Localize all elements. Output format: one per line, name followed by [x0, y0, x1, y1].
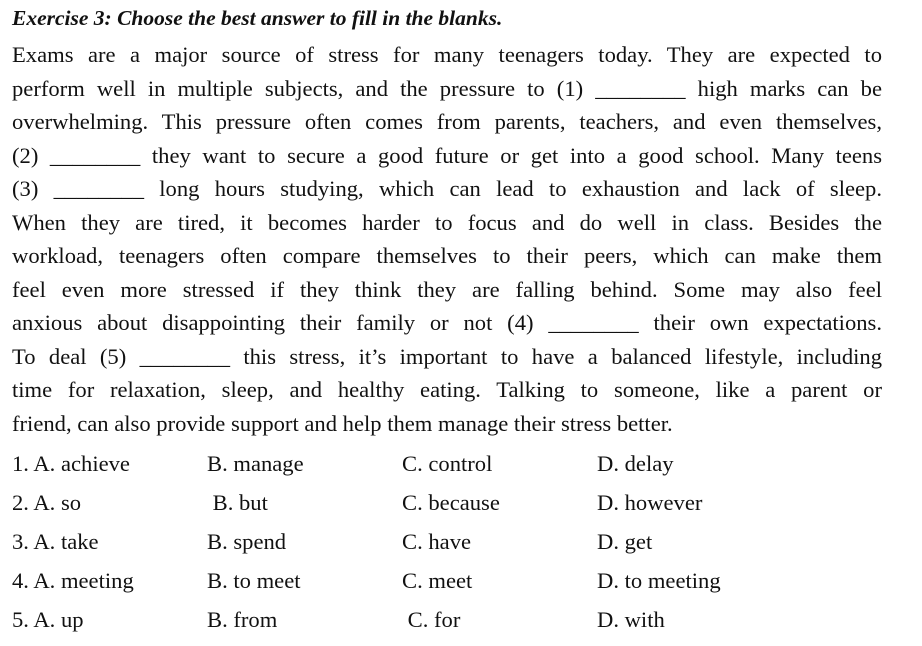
passage-line: feel even more stressed if they think they are falling behind. Some may also feel — [12, 276, 882, 302]
option-a: 2. A. so — [12, 490, 82, 515]
option-d: D. to meeting — [597, 568, 721, 593]
option-c: C. because — [402, 490, 500, 515]
option-c: C. have — [402, 529, 472, 554]
passage-line: When they are tired, it becomes harder to focus and do well in class. Besides the — [12, 209, 882, 235]
option-b: B. to meet — [207, 568, 301, 593]
option-d: D. get — [597, 529, 653, 554]
option-c: C. for — [402, 607, 461, 632]
option-c: C. control — [402, 451, 493, 476]
question-row-1 — [12, 444, 882, 483]
passage-line: overwhelming. This pressure often comes from parents, teachers, and even themselves, — [12, 109, 882, 134]
option-b: B. from — [207, 607, 278, 632]
option-a: 3. A. take — [12, 529, 99, 554]
question-row-3 — [12, 522, 882, 561]
passage-line: time for relaxation, sleep, and healthy eating. Talking to someone, like a parent or — [12, 377, 882, 402]
passage-line: Exams are a major source of stress for many teenagers today. They are expected to — [12, 42, 882, 67]
option-d: D. however — [597, 490, 703, 515]
question-row-4 — [12, 561, 882, 600]
answer-options — [12, 444, 882, 639]
passage-line: perform well in multiple subjects, and the pressure to (1) ________ high marks can be — [12, 75, 882, 101]
exercise-title: Exercise 3: Choose the best answer to fill in the blanks. — [12, 6, 503, 30]
option-b: B. spend — [207, 529, 287, 554]
question-row-5 — [12, 600, 882, 639]
passage-line: (3) ________ long hours studying, which can lead to exhaustion and lack of sleep. — [12, 176, 882, 201]
option-c: C. meet — [402, 568, 473, 593]
option-b: B. manage — [207, 451, 304, 476]
reading-passage — [12, 38, 882, 440]
passage-line: anxious about disappointing their family or not (4) ________ their own expectations. — [12, 310, 882, 335]
option-d: D. with — [597, 607, 665, 632]
question-row-2 — [12, 483, 882, 522]
option-a: 5. A. up — [12, 607, 84, 632]
passage-line: To deal (5) ________ this stress, it’s important to have a balanced lifestyle, including — [12, 343, 882, 369]
passage-line: (2) ________ they want to secure a good future or get into a good school. Many teens — [12, 142, 882, 168]
passage-line: workload, teenagers often compare themselves to their peers, which can make them — [12, 243, 882, 268]
passage-line: friend, can also provide support and help them manage their stress better. — [12, 410, 673, 436]
option-b: B. but — [207, 490, 268, 515]
option-d: D. delay — [597, 451, 674, 476]
option-a: 4. A. meeting — [12, 568, 134, 593]
option-a: 1. A. achieve — [12, 451, 130, 476]
